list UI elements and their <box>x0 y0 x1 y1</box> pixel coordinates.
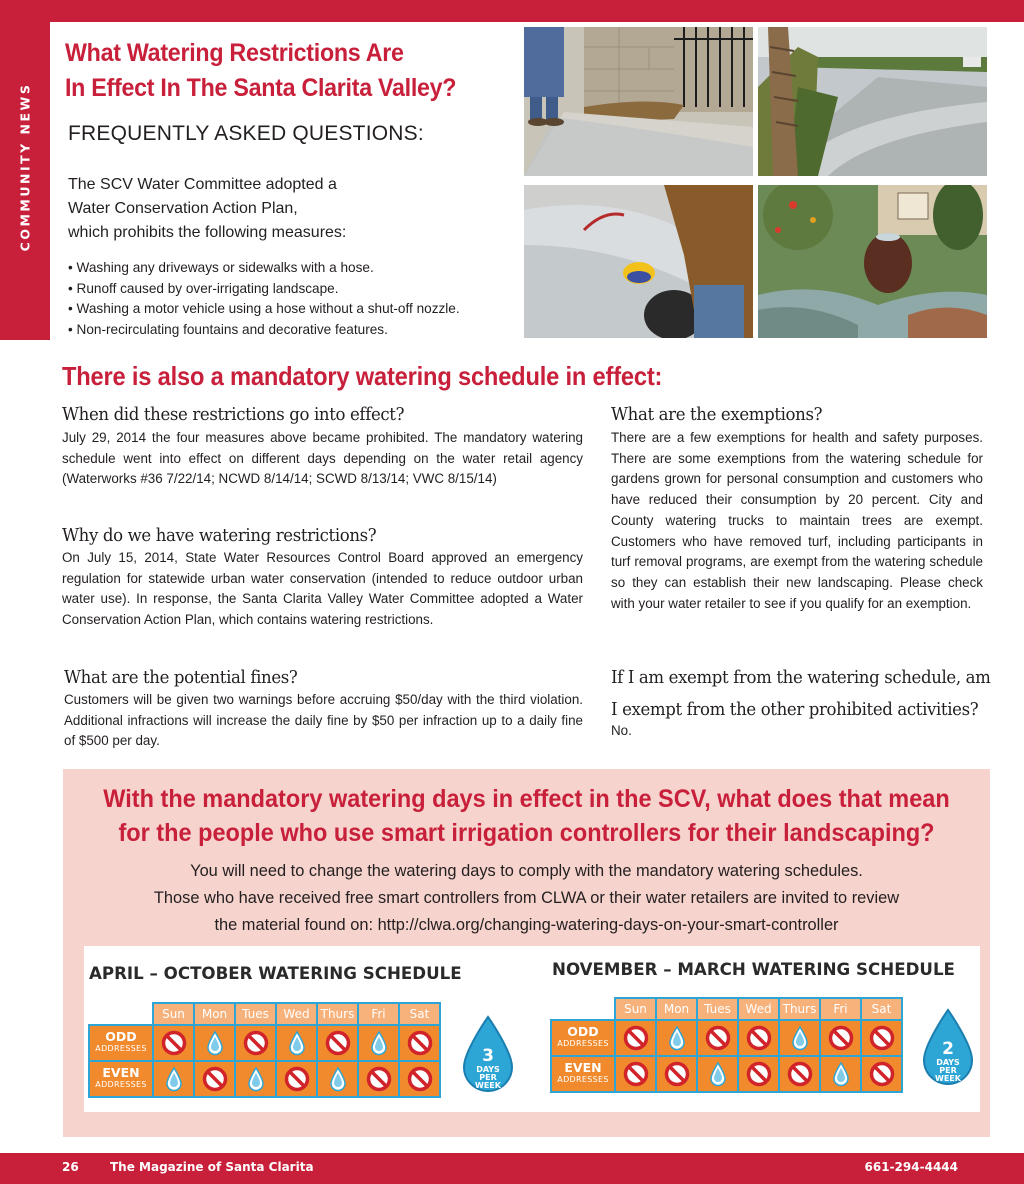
watering-day-icon <box>235 1061 276 1097</box>
faq-heading: FREQUENTLY ASKED QUESTIONS: <box>68 122 424 145</box>
watering-day-icon <box>656 1020 697 1056</box>
faq-question-line: If I am exempt from the watering schedule, am <box>611 667 991 688</box>
watering-day-icon <box>820 1056 861 1092</box>
no-watering-icon <box>779 1056 820 1092</box>
list-item: • Runoff caused by over-irrigating landscape. <box>68 279 518 300</box>
no-watering-icon <box>861 1056 902 1092</box>
article-title-line: In Effect In The Santa Clarita Valley? <box>65 74 457 102</box>
days-per-week-badge-winter <box>920 1008 976 1086</box>
faq-question-exempt-other <box>611 662 991 726</box>
no-watering-icon <box>276 1061 317 1097</box>
section-tab <box>0 22 50 340</box>
smart-controller-text-line: You will need to change the watering days to comply with the mandatory watering schedules. <box>190 862 863 880</box>
no-watering-icon <box>153 1025 194 1061</box>
article-title <box>65 36 493 106</box>
badge-line: PER <box>479 1073 497 1082</box>
badge-line: PER <box>939 1066 957 1075</box>
day-header: Wed <box>276 1003 317 1025</box>
day-header: Thurs <box>779 998 820 1020</box>
day-header: Tues <box>697 998 738 1020</box>
faq-question-exemptions: What are the exemptions? <box>611 404 823 425</box>
day-header: Sun <box>153 1003 194 1025</box>
badge-number: 2 <box>942 1039 954 1059</box>
faq-question-line: I exempt from the other prohibited activities? <box>611 699 979 720</box>
no-watering-icon <box>358 1061 399 1097</box>
watering-day-icon <box>153 1061 194 1097</box>
badge-line: DAYS <box>476 1065 500 1074</box>
intro-line: which prohibits the following measures: <box>68 224 347 241</box>
no-watering-icon <box>399 1025 440 1061</box>
list-item: • Washing a motor vehicle using a hose without a shut-off nozzle. <box>68 299 518 320</box>
no-watering-icon <box>194 1061 235 1097</box>
day-header: Sat <box>861 998 902 1020</box>
row-label-text: ODD <box>105 1029 137 1044</box>
row-label-text: ODD <box>567 1024 599 1039</box>
smart-controller-title <box>91 782 962 850</box>
row-label-even <box>551 1056 615 1092</box>
row-label-sub: ADDRESSES <box>557 1039 609 1048</box>
smart-controller-text <box>63 858 990 939</box>
watering-day-icon <box>276 1025 317 1061</box>
watering-day-icon <box>194 1025 235 1061</box>
no-watering-icon <box>697 1020 738 1056</box>
days-per-week-badge-summer <box>460 1015 516 1093</box>
day-header: Mon <box>656 998 697 1020</box>
watering-day-icon <box>697 1056 738 1092</box>
schedule-table-winter <box>550 997 903 1093</box>
intro-line: The SCV Water Committee adopted a <box>68 176 337 193</box>
schedule-title-winter: NOVEMBER – MARCH WATERING SCHEDULE <box>552 960 955 980</box>
badge-line: DAYS <box>936 1058 960 1067</box>
smart-controller-title-line: With the mandatory watering days in effect in the SCV, what does that mean <box>103 785 950 813</box>
row-label-text: EVEN <box>564 1060 602 1075</box>
day-header: Tues <box>235 1003 276 1025</box>
row-label-odd <box>551 1020 615 1056</box>
watering-day-icon <box>358 1025 399 1061</box>
intro-text <box>68 173 508 245</box>
no-watering-icon <box>656 1056 697 1092</box>
no-watering-icon <box>615 1020 656 1056</box>
watering-day-icon <box>317 1061 358 1097</box>
top-bar <box>0 0 1024 22</box>
faq-answer-exempt-other: No. <box>611 723 632 738</box>
faq-question-when: When did these restrictions go into effect? <box>62 404 405 425</box>
list-item: • Non-recirculating fountains and decorative features. <box>68 320 518 341</box>
row-label-text: EVEN <box>102 1065 140 1080</box>
fountain-garden-photo <box>758 185 987 338</box>
car-washing-photo <box>524 185 753 338</box>
no-watering-icon <box>615 1056 656 1092</box>
row-label-sub: ADDRESSES <box>557 1075 609 1084</box>
section-tab-label: COMMUNITY NEWS <box>17 82 33 252</box>
smart-controller-link[interactable]: the material found on: http://clwa.org/changing-watering-days-on-your-smart-controller <box>214 916 839 934</box>
faq-answer-exemptions: There are a few exemptions for health and safety purposes. There are some exemptions from the watering schedule for gardens grown for personal consumption and customers who have reduced their consumption by 20 percent. City and County watering trucks to maintain trees are exempt. Customers who have removed turf, including participants in turf removal programs, are exempt from the watering schedule so they can establish their new landscaping. Please check with your water retailer to see if you qualify for an exemption. <box>611 430 983 611</box>
runoff-street-photo <box>758 27 987 176</box>
day-header: Wed <box>738 998 779 1020</box>
faq-question-why: Why do we have watering restrictions? <box>62 525 377 546</box>
smart-controller-title-line: for the people who use smart irrigation controllers for their landscaping? <box>118 819 935 847</box>
no-watering-icon <box>738 1020 779 1056</box>
no-watering-icon <box>399 1061 440 1097</box>
prohibited-measures-list <box>68 258 518 340</box>
no-watering-icon <box>317 1025 358 1061</box>
faq-answer-when: July 29, 2014 the four measures above became prohibited. The mandatory watering schedule went into effect on different days depending on the water retail agency (Waterworks #36 7/22/14; NCWD 8/14/14; SCWD 8/13/14; VWC 8/15/14) <box>62 430 583 487</box>
schedule-heading: There is also a mandatory watering schedule in effect: <box>62 361 663 391</box>
no-watering-icon <box>738 1056 779 1092</box>
day-header: Sun <box>615 998 656 1020</box>
day-header: Mon <box>194 1003 235 1025</box>
magazine-name: The Magazine of Santa Clarita <box>110 1160 314 1174</box>
smart-controller-text-line: Those who have received free smart controllers from CLWA or their water retailers are invited to review <box>153 889 900 907</box>
day-header: Sat <box>399 1003 440 1025</box>
page-number: 26 <box>62 1160 79 1174</box>
schedule-table-summer <box>88 1002 441 1098</box>
no-watering-icon <box>820 1020 861 1056</box>
badge-number: 3 <box>482 1046 494 1066</box>
badge-line: WEEK <box>935 1074 961 1083</box>
faq-answer-fines: Customers will be given two warnings before accruing $50/day with the third violation. Additional infractions will increase the daily fine by $50 per infraction up to a daily fine of $500 per day. <box>64 692 583 749</box>
day-header: Fri <box>358 1003 399 1025</box>
faq-question-fines: What are the potential fines? <box>64 667 298 688</box>
watering-day-icon <box>779 1020 820 1056</box>
no-watering-icon <box>861 1020 902 1056</box>
row-label-even <box>89 1061 153 1097</box>
list-item: • Washing any driveways or sidewalks with a hose. <box>68 258 518 279</box>
phone-number: 661-294-4444 <box>864 1160 958 1174</box>
page-footer <box>0 1153 1024 1184</box>
row-label-sub: ADDRESSES <box>95 1044 147 1053</box>
badge-line: WEEK <box>475 1081 501 1090</box>
day-header: Thurs <box>317 1003 358 1025</box>
row-label-odd <box>89 1025 153 1061</box>
sidewalk-hose-photo <box>524 27 753 176</box>
article-title-line: What Watering Restrictions Are <box>65 39 404 67</box>
schedule-title-summer: APRIL – OCTOBER WATERING SCHEDULE <box>89 964 462 984</box>
intro-line: Water Conservation Action Plan, <box>68 200 298 217</box>
row-label-sub: ADDRESSES <box>95 1080 147 1089</box>
faq-answer-why: On July 15, 2014, State Water Resources Control Board approved an emergency regulation for statewide urban water conservation (intended to reduce outdoor urban water use). In response, the Santa Clarita Valley Water Committee adopted a Water Conservation Action Plan, which contains watering restrictions. <box>62 550 583 628</box>
no-watering-icon <box>235 1025 276 1061</box>
day-header: Fri <box>820 998 861 1020</box>
